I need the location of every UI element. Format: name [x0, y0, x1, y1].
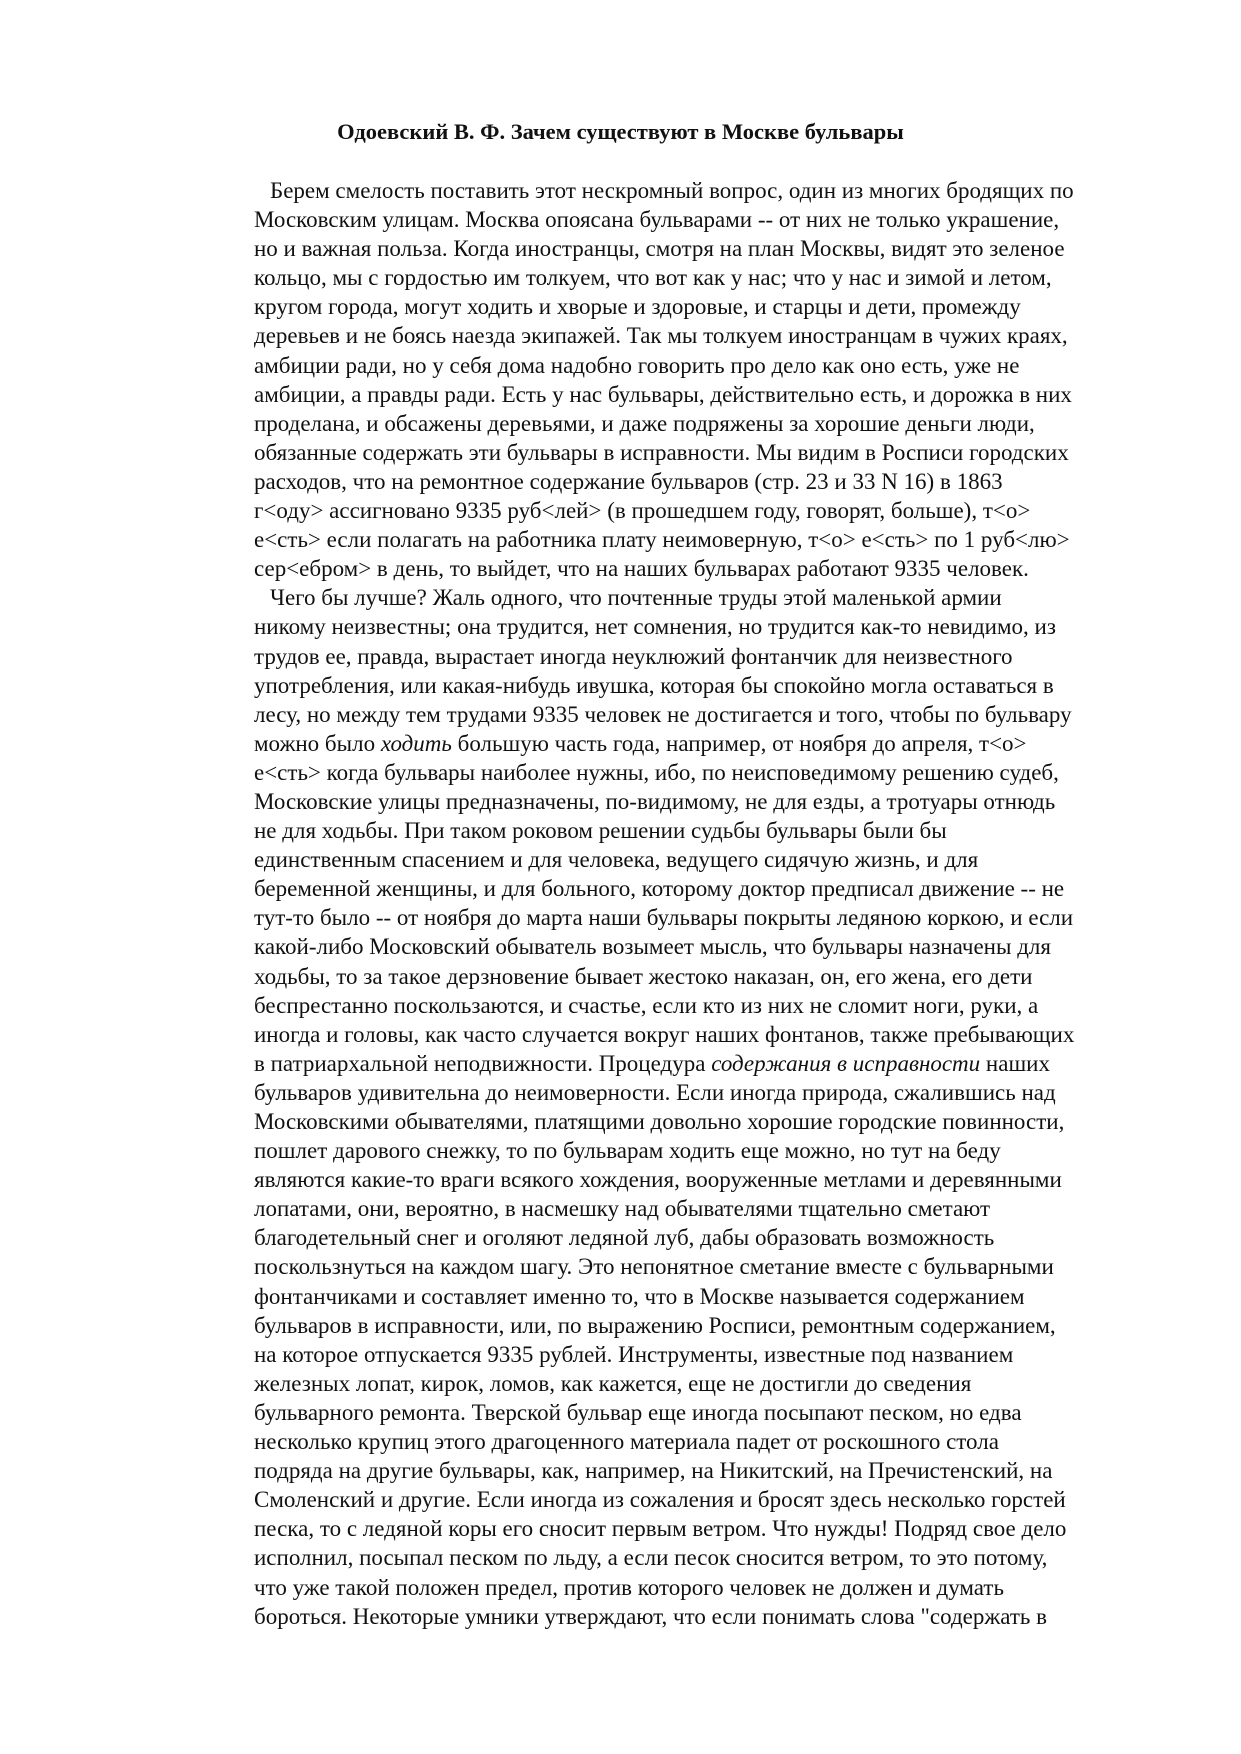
text-line: несколько крупиц этого драгоценного материала падет от роскошного стола: [254, 1429, 999, 1455]
text-line: лесу, но между тем трудами 9335 человек не достигается и того, чтобы по бульвару: [254, 701, 1072, 727]
text-line: е<сть> когда бульвары наиболее нужны, ибо, по неисповедимому решению судеб,: [254, 759, 1059, 785]
text-line: беспрестанно поскользаются, и счастье, если кто из них не сломит ноги, руки, а: [254, 992, 1039, 1018]
text-line: какой-либо Московский обыватель возымеет мысль, что бульвары назначены для: [254, 934, 1051, 960]
text-line: Московскими обывателями, платящими довольно хорошие городские повинности,: [254, 1109, 1065, 1134]
text-line: лопатами, они, вероятно, в насмешку над обывателями тщательно сметают: [254, 1196, 991, 1222]
text-line: обязанные содержать эти бульвары в исправности. Мы видим в Росписи городских: [254, 439, 1069, 465]
text-line: единственным спасением и для человека, ведущего сидячую жизнь, и для: [254, 847, 979, 873]
text-line: кольцо, мы с гордостью им толкуем, что вот как у нас; что у нас и зимой и летом,: [254, 265, 1052, 291]
document-title: Одоевский В. Ф. Зачем существуют в Москве бульвары: [337, 119, 904, 144]
text-line: никому неизвестны; она трудится, нет сомнения, но трудится как-то невидимо, из: [254, 614, 1056, 640]
text-line: амбиции, а правды ради. Есть у нас бульвары, действительно есть, и дорожка в них: [254, 381, 1072, 407]
text-line: проделана, и обсажены деревьями, и даже подряжены за хорошие деньги люди,: [254, 410, 1035, 436]
text-line: Смоленский и другие. Если иногда из сожаления и бросят здесь несколько горстей: [254, 1487, 1066, 1513]
text-line: что уже такой положен предел, против которого человек не должен и думать: [254, 1574, 1004, 1600]
text-line: исполнил, посыпал песком по льду, а если песок сносится ветром, то это потому,: [254, 1545, 1048, 1571]
text-line: е<сть> если полагать на работника плату неимоверную, т<о> е<сть> по 1 руб<лю>: [254, 527, 1070, 553]
text-line: [254, 729, 1174, 758]
text-line: Чего бы лучше? Жаль одного, что почтенные труды этой маленькой армии: [270, 585, 1002, 611]
document-body: [254, 176, 1174, 1631]
text-line: пошлет дарового снежку, то по бульварам ходить еще можно, но тут на беду: [254, 1138, 1001, 1164]
text-line: являются какие-то враги всякого хождения, вооруженные метлами и деревянными: [254, 1167, 1062, 1193]
text-segment: можно было: [254, 730, 381, 756]
text-line: песка, то с ледяной коры его сносит первым ветром. Что нужды! Подряд свое дело: [254, 1516, 1067, 1542]
text-line: подряда на другие бульвары, как, например, на Никитский, на Пречистенский, на: [254, 1458, 1053, 1484]
text-line: [254, 1049, 1174, 1078]
italic-phrase: содержания в исправности: [711, 1050, 981, 1076]
text-line: фонтанчиками и составляет именно то, что в Москве называется содержанием: [254, 1283, 1025, 1309]
text-line: бульваров удивительна до неимоверности. Если иногда природа, сжалившись над: [254, 1079, 1056, 1105]
text-line: ходьбы, то за такое дерзновение бывает жестоко наказан, он, его жена, его дети: [254, 963, 1033, 989]
text-line: Московским улицам. Москва опоясана бульварами -- от них не только украшение,: [254, 207, 1060, 233]
text-line: Берем смелость поставить этот нескромный вопрос, один из многих бродящих по: [270, 178, 1074, 203]
text-line: беременной женщины, и для больного, которому доктор предписал движение -- не: [254, 876, 1065, 902]
text-line: амбиции ради, но у себя дома надобно говорить про дело как оно есть, уже не: [254, 352, 1020, 378]
text-line: бульварного ремонта. Тверской бульвар еще иногда посыпают песком, но едва: [254, 1399, 1022, 1425]
text-segment: наших: [980, 1050, 1050, 1076]
text-line: бороться. Некоторые умники утверждают, что если понимать слова "содержать в: [254, 1603, 1048, 1629]
text-line: иногда и головы, как часто случается вокруг наших фонтанов, также пребывающих: [254, 1021, 1075, 1047]
text-line: расходов, что на ремонтное содержание бульваров (стр. 23 и 33 N 16) в 1863: [254, 468, 1003, 494]
text-segment: большую часть года, например, от ноября до апреля, т<о>: [451, 730, 1027, 756]
text-line: бульваров в исправности, или, по выражению Росписи, ремонтным содержанием,: [254, 1312, 1056, 1338]
text-line: сер<ебром> в день, то выйдет, что на наших бульварах работают 9335 человек.: [254, 556, 1029, 582]
text-segment: в патриархальной неподвижности. Процедура: [254, 1050, 712, 1076]
text-line: на которое отпускается 9335 рублей. Инструменты, известные под названием: [254, 1341, 1014, 1367]
text-line: деревьев и не боясь наезда экипажей. Так мы толкуем иностранцам в чужих краях,: [254, 323, 1068, 349]
text-line: тут-то было -- от ноября до марта наши бульвары покрыты ледяною коркою, и если: [254, 905, 1074, 931]
text-line: не для ходьбы. При таком роковом решении судьбы бульвары были бы: [254, 818, 947, 844]
text-line: но и важная польза. Когда иностранцы, смотря на план Москвы, видят это зеленое: [254, 236, 1065, 262]
text-line: поскользнуться на каждом шагу. Это непонятное сметание вместе с бульварными: [254, 1254, 1054, 1280]
text-line: железных лопат, кирок, ломов, как кажется, еще не достигли до сведения: [254, 1370, 972, 1396]
text-line: благодетельный снег и оголяют ледяной луб, дабы образовать возможность: [254, 1225, 995, 1251]
italic-phrase: ходить: [380, 730, 452, 756]
text-line: г<оду> ассигновано 9335 руб<лей> (в прошедшем году, говорят, больше), т<о>: [254, 498, 1031, 524]
text-line: трудов ее, правда, вырастает иногда неуклюжий фонтанчик для неизвестного: [254, 643, 1013, 669]
text-line: употребления, или какая-нибудь ивушка, которая бы спокойно могла оставаться в: [254, 672, 1054, 698]
text-line: Московские улицы предназначены, по-видимому, не для езды, а тротуары отнюдь: [254, 788, 1056, 814]
text-line: кругом города, могут ходить и хворые и здоровые, и старцы и дети, промежду: [254, 294, 1021, 320]
